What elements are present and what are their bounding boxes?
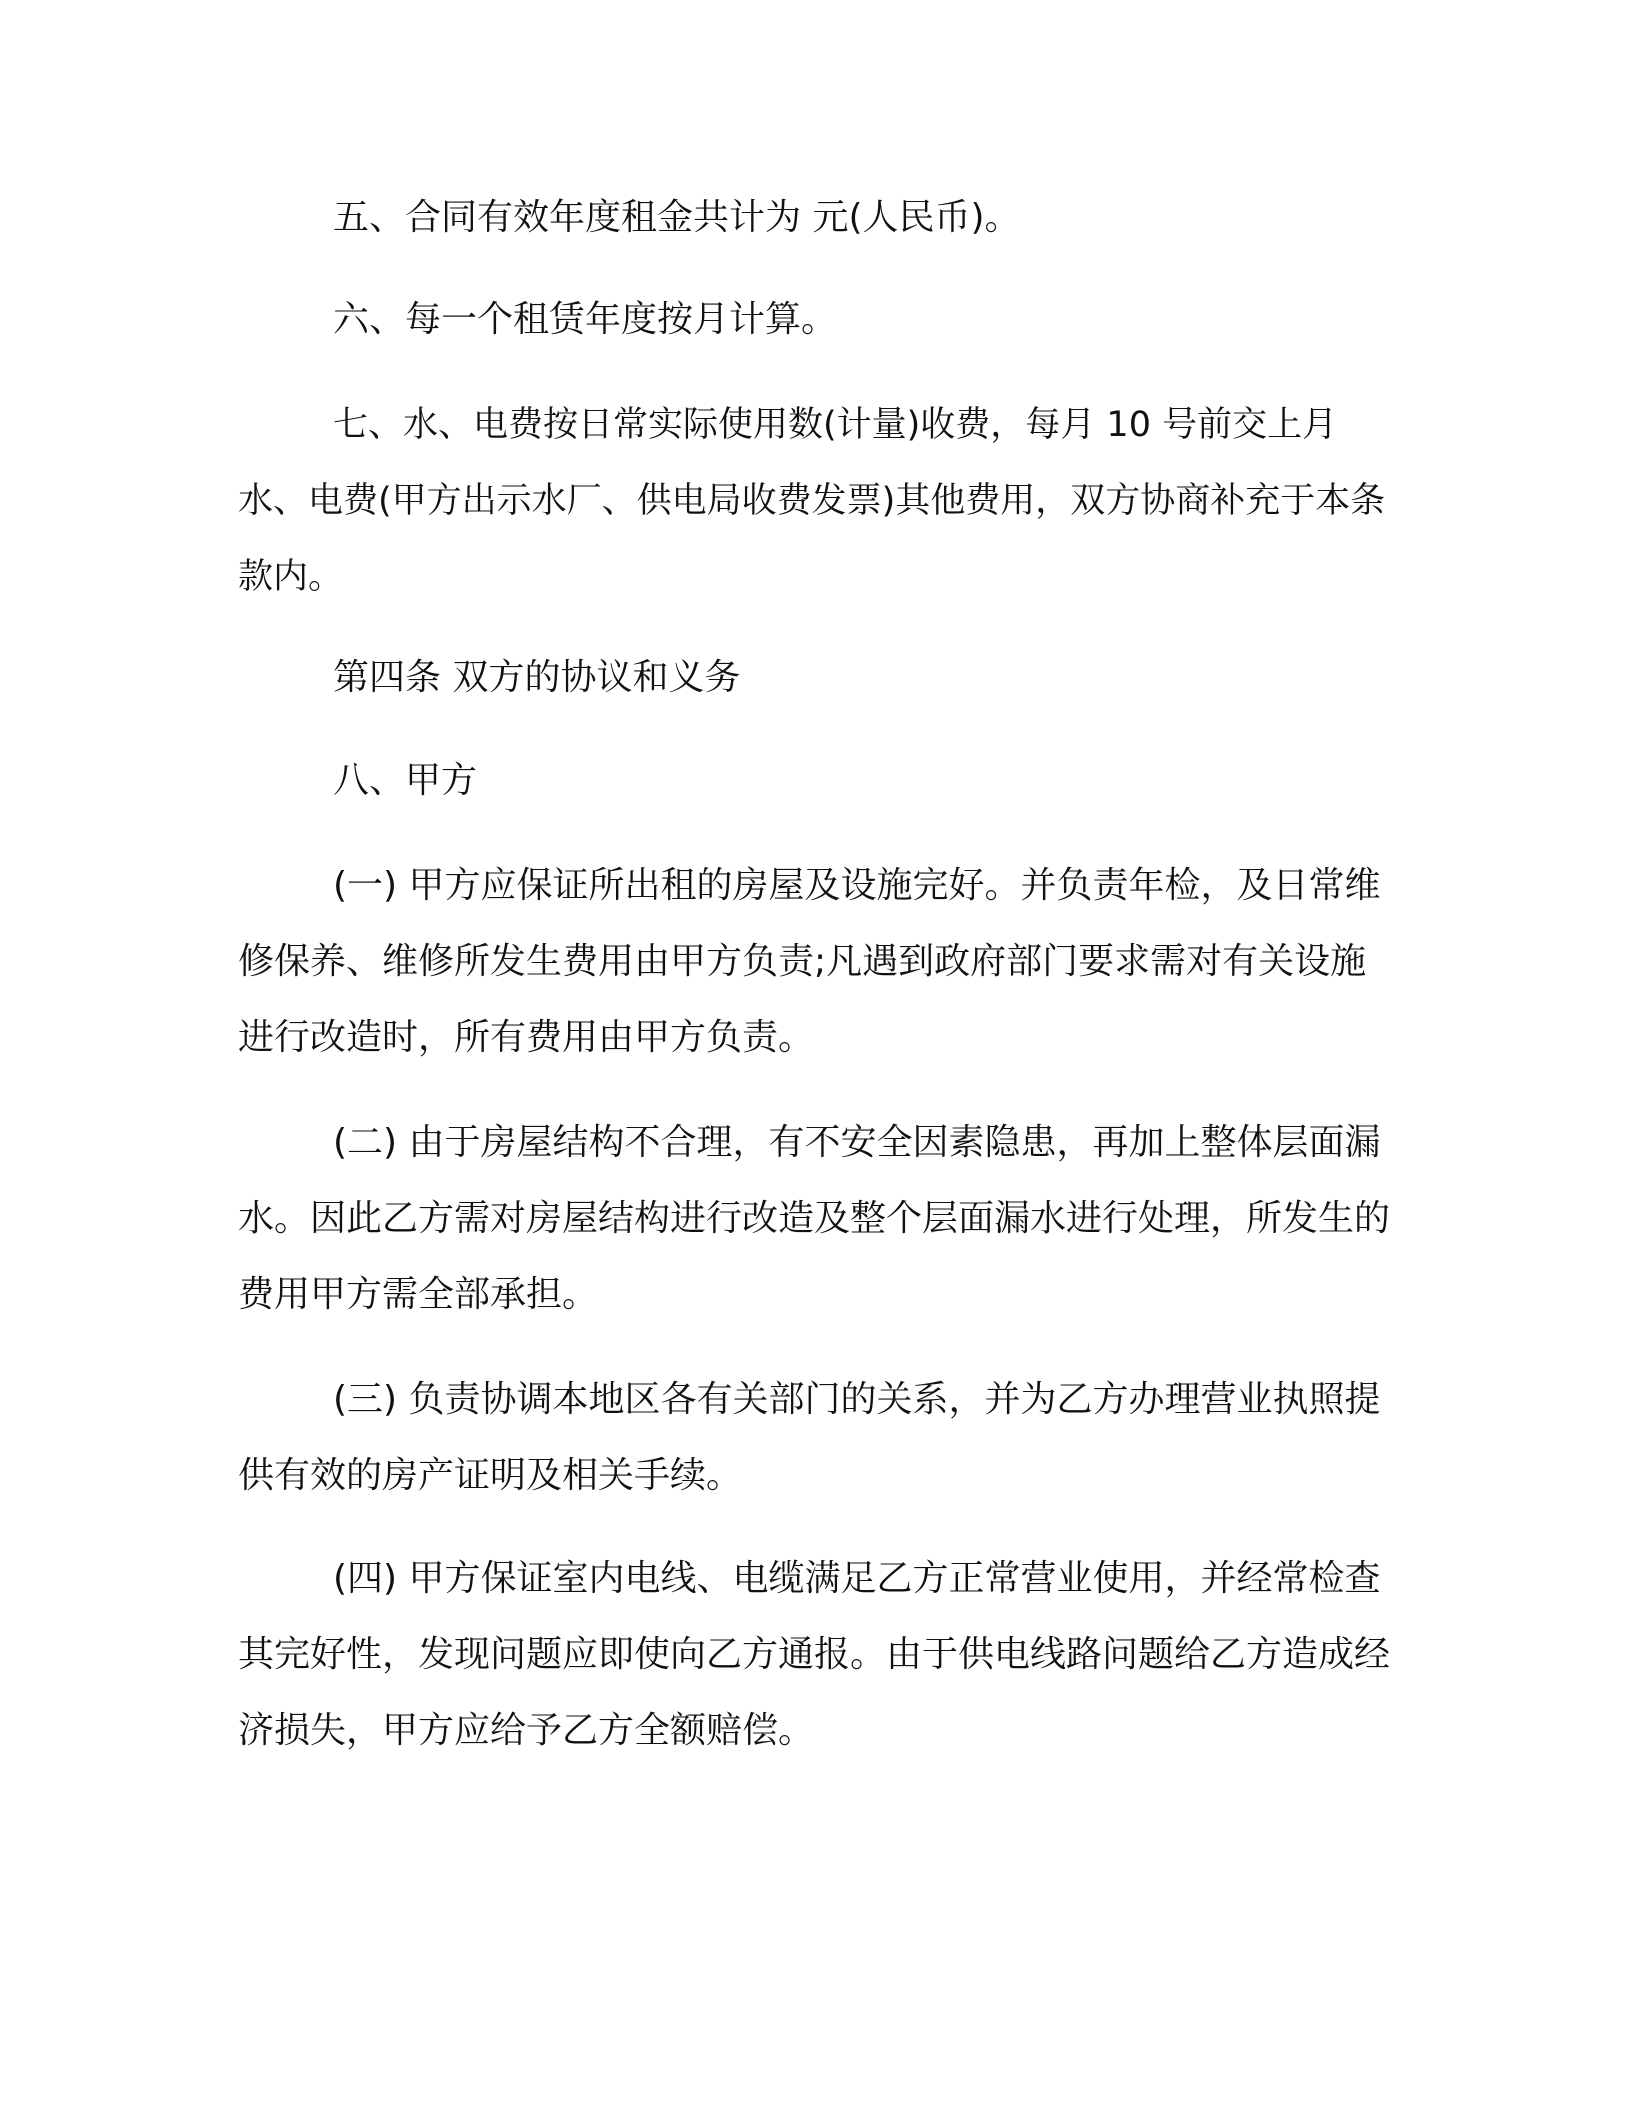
paragraph-billing-period: 六、每一个租赁年度按月计算。 xyxy=(333,299,838,340)
paragraph-utility-fees: 七、水、电费按日常实际使用数(计量)收费，每月 10 号前交上月水、电费(甲方出示水厂、供电局收费发票)其他费用，双方协商补充于本条款内。 xyxy=(238,405,1386,597)
subheading-party-a: 八、甲方 xyxy=(333,760,478,801)
paragraph-rent-total: 五、合同有效年度租金共计为 元(人民币)。 xyxy=(333,197,1021,238)
section-heading-article-four: 第四条 双方的协议和义务 xyxy=(333,657,741,698)
clause-four: (四) 甲方保证室内电线、电缆满足乙方正常营业使用，并经常检查其完好性，发现问题应即使向乙方通报。由于供电线路问题给乙方造成经济损失，甲方应给予乙方全额赔偿。 xyxy=(238,1558,1391,1751)
clause-one: (一) 甲方应保证所出租的房屋及设施完好。并负责年检，及日常维修保养、维修所发生费用由甲方负责;凡遇到政府部门要求需对有关设施进行改造时，所有费用由甲方负责。 xyxy=(238,865,1381,1058)
clause-three: (三) 负责协调本地区各有关部门的关系，并为乙方办理营业执照提供有效的房产证明及相关手续。 xyxy=(238,1379,1381,1496)
clause-two: (二) 由于房屋结构不合理，有不安全因素隐患，再加上整体层面漏水。因此乙方需对房屋结构进行改造及整个层面漏水进行处理，所发生的费用甲方需全部承担。 xyxy=(238,1122,1391,1315)
